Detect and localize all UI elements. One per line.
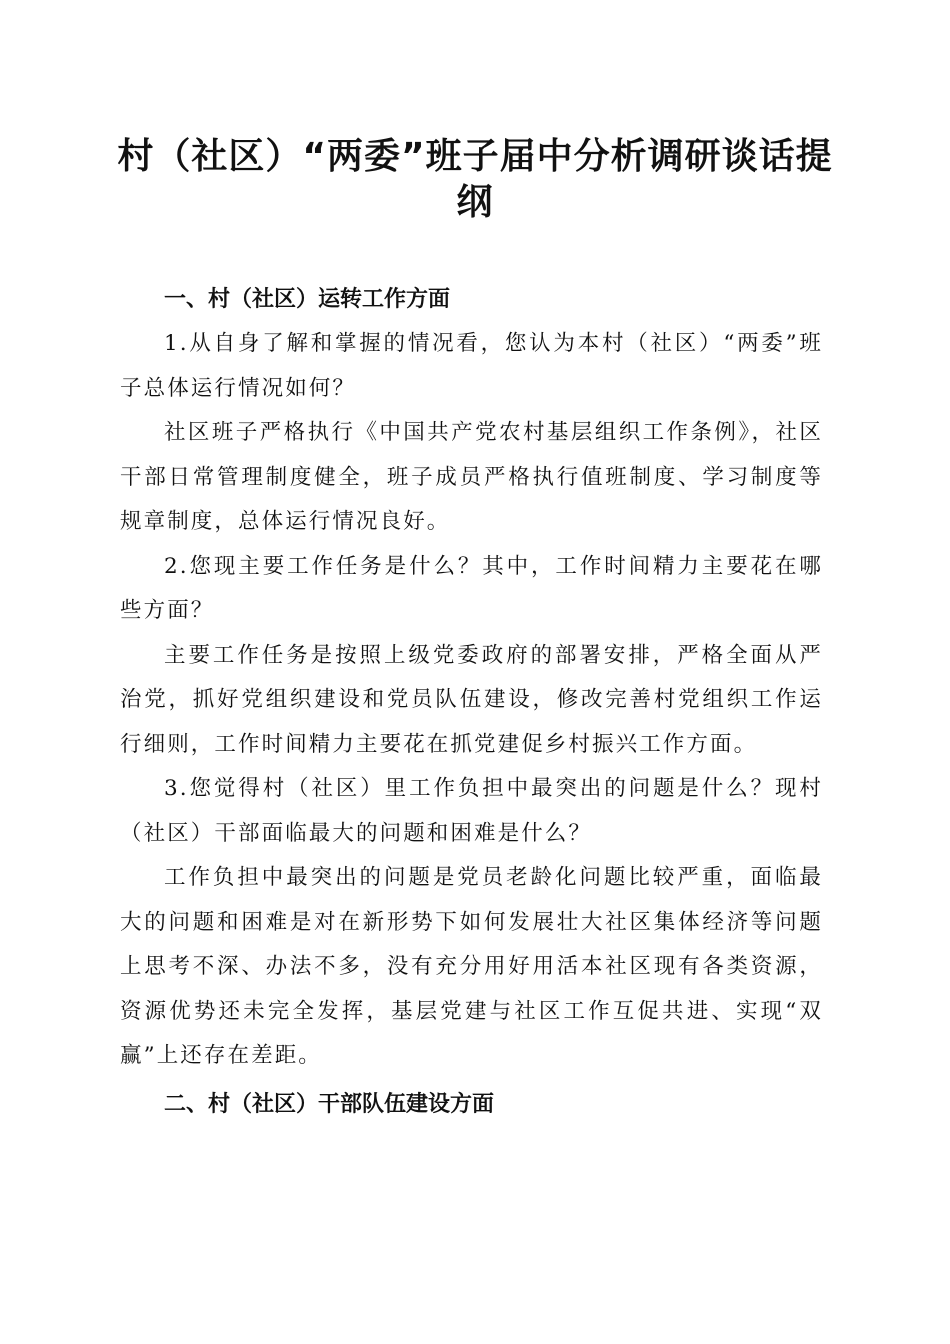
- question-paragraph: 3.您觉得村（社区）里工作负担中最突出的问题是什么？现村（社区）干部面临最大的问题和困难是什么？: [120, 776, 823, 846]
- section-heading: 二、村（社区）干部队伍建设方面: [164, 1091, 495, 1117]
- answer-paragraph: 社区班子严格执行《中国共产党农村基层组织工作条例》，社区干部日常管理制度健全，班子成员严格执行值班制度、学习制度等规章制度，总体运行情况良好。: [120, 420, 823, 534]
- document-title: 村（社区）“两委”班子届中分析调研谈话提纲: [117, 136, 833, 223]
- answer-paragraph: 主要工作任务是按照上级党委政府的部署安排，严格全面从严治党，抓好党组织建设和党员队伍建设，修改完善村党组织工作运行细则，工作时间精力主要花在抓党建促乡村振兴工作方面。: [120, 642, 823, 757]
- question-paragraph: 2.您现主要工作任务是什么？其中，工作时间精力主要花在哪些方面？: [120, 553, 823, 623]
- document-body: [120, 278, 823, 1127]
- question-paragraph: 1.从自身了解和掌握的情况看，您认为本村（社区）“两委”班子总体运行情况如何？: [120, 331, 823, 401]
- section-heading: 一、村（社区）运转工作方面: [164, 287, 451, 312]
- answer-paragraph: 工作负担中最突出的问题是党员老龄化问题比较严重，面临最大的问题和困难是对在新形势下如何发展壮大社区集体经济等问题上思考不深、办法不多，没有充分用好用活本社区现有各类资源，资源优势还未完全发挥，基层党建与社区工作互促共进、实现“双赢”上还存在差距。: [120, 865, 823, 1068]
